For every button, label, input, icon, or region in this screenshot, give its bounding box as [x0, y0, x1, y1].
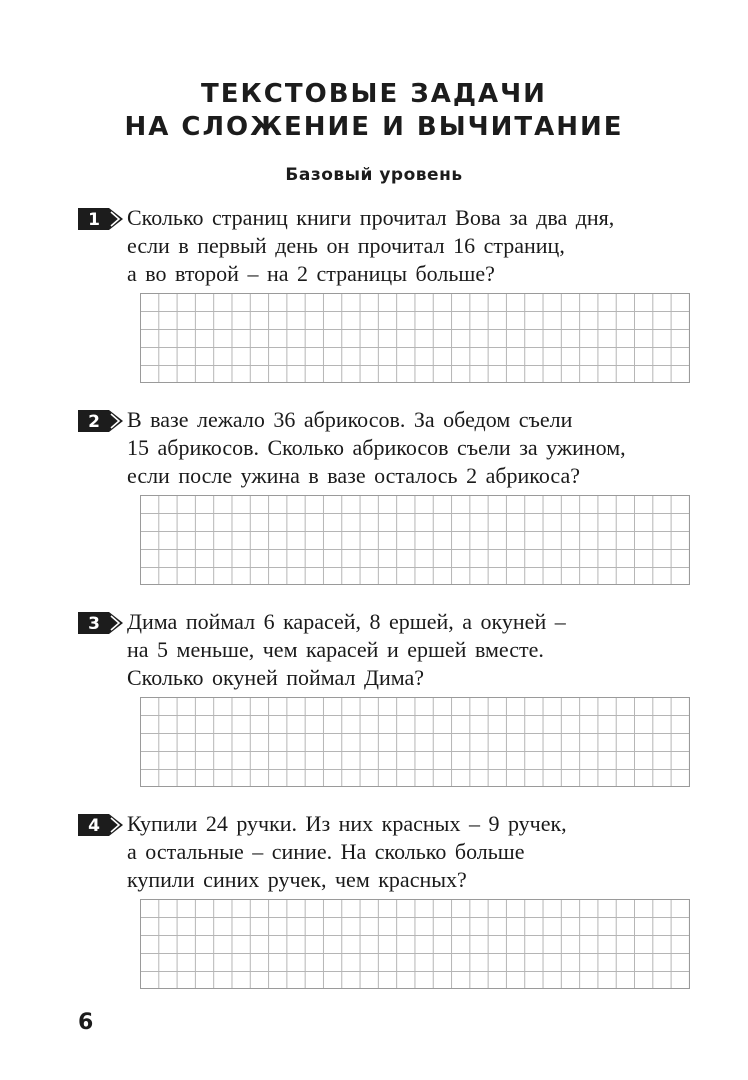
- task-number-badge: [78, 208, 124, 230]
- task-text: [127, 204, 693, 288]
- task-number-badge: [78, 410, 124, 432]
- task-text-line: если после ужина в вазе осталось 2 абрикоса?: [127, 463, 580, 488]
- section-subtitle: Базовый уровень: [285, 165, 463, 185]
- task-number: 3: [88, 614, 100, 634]
- task-text: [127, 608, 693, 692]
- task-text-line: на 5 меньше, чем карасей и ершей вместе.: [127, 637, 544, 662]
- task-number: 4: [88, 816, 100, 836]
- task-number: 2: [88, 412, 100, 432]
- task-text-line: если в первый день он прочитал 16 страниц,: [127, 233, 565, 258]
- title-line-2: НА СЛОЖЕНИЕ И ВЫЧИТАНИЕ: [124, 112, 624, 142]
- task-number-badge: [78, 814, 124, 836]
- answer-grid-2[interactable]: [140, 495, 690, 585]
- task-text-line: купили синих ручек, чем красных?: [127, 867, 467, 892]
- answer-grid-1[interactable]: [140, 293, 690, 383]
- task-text-line: 15 абрикосов. Сколько абрикосов съели за ужином,: [127, 435, 626, 460]
- task-text-line: а во второй – на 2 страницы больше?: [127, 261, 495, 286]
- title-line-1: ТЕКСТОВЫЕ ЗАДАЧИ: [201, 79, 547, 109]
- task-text-line: а остальные – синие. На сколько больше: [127, 839, 525, 864]
- answer-grid-3[interactable]: [140, 697, 690, 787]
- task-text-line: Сколько окуней поймал Дима?: [127, 665, 425, 690]
- page-number: 6: [78, 1010, 94, 1035]
- task-text: [127, 810, 693, 894]
- page-title: [0, 78, 748, 144]
- task-number-badge: [78, 612, 124, 634]
- task-text-line: Дима поймал 6 карасей, 8 ершей, а окуней –: [127, 609, 566, 634]
- task-text-line: Купили 24 ручки. Из них красных – 9 ручек,: [127, 811, 567, 836]
- task-number: 1: [88, 210, 100, 230]
- task-text: [127, 406, 693, 490]
- answer-grid-4[interactable]: [140, 899, 690, 989]
- task-text-line: В вазе лежало 36 абрикосов. За обедом съели: [127, 407, 573, 432]
- task-text-line: Сколько страниц книги прочитал Вова за два дня,: [127, 205, 615, 230]
